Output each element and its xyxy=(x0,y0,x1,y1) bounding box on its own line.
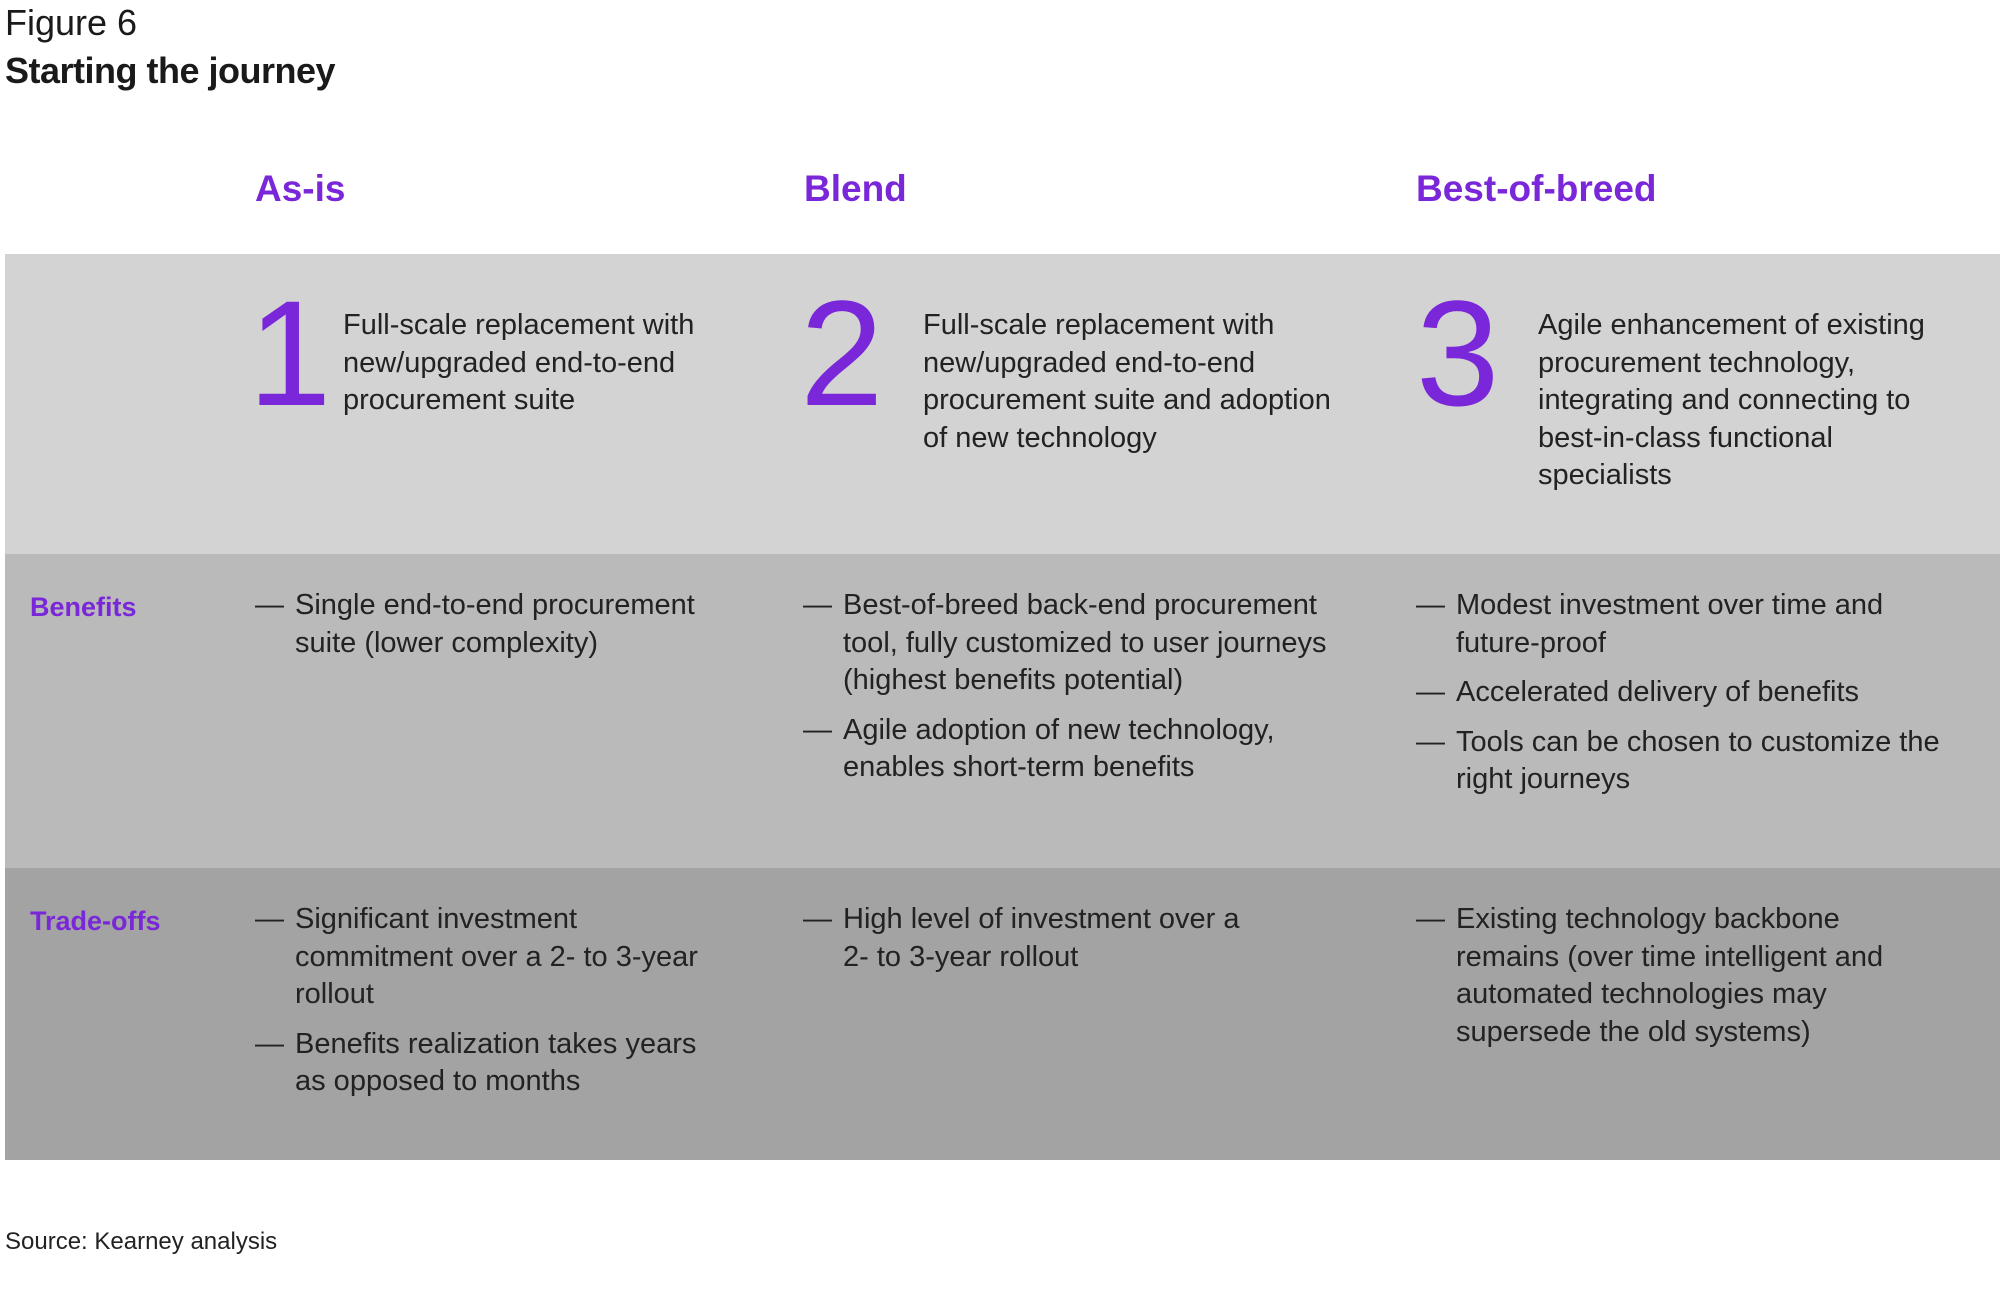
source-note: Source: Kearney analysis xyxy=(5,1228,278,1255)
option-description-2: Full-scale replacement with new/upgraded end-to-end procurement suite and adoption of new technology xyxy=(923,309,1331,454)
column-heading-as-is: As-is xyxy=(255,168,346,209)
dash-marker: — xyxy=(1416,676,1445,708)
list-item-text: Agile adoption of new technology, enables short-term benefits xyxy=(843,713,1275,783)
dash-marker: — xyxy=(803,903,832,935)
list-item-text: Best-of-breed back-end procurement tool, fully customized to user journeys (highest benefits potential) xyxy=(843,589,1327,696)
dash-marker: — xyxy=(1416,725,1445,758)
list-item-text: Significant investment commitment over a 2- to 3-year rollout xyxy=(295,903,698,1010)
list-item-text: Accelerated delivery of benefits xyxy=(1456,676,1859,708)
option-description-3: Agile enhancement of existing procurement technology, integrating and connecting to best-in-class functional specialists xyxy=(1538,309,1925,491)
option-number-1: 1 xyxy=(248,269,332,437)
dash-marker: — xyxy=(803,589,832,621)
benefits-list-blend xyxy=(803,587,1343,799)
list-item xyxy=(1416,674,1956,712)
list-item xyxy=(1416,724,1956,799)
row-label-benefits: Benefits xyxy=(30,592,137,622)
list-item xyxy=(803,712,1343,787)
dash-marker: — xyxy=(803,713,832,746)
dash-marker: — xyxy=(255,903,284,935)
figure-title: Starting the journey xyxy=(5,50,336,91)
list-item xyxy=(1416,587,1956,662)
list-item xyxy=(1416,901,1936,1051)
benefits-list-as-is xyxy=(255,587,725,674)
figure-label: Figure 6 xyxy=(5,2,138,43)
list-item xyxy=(255,587,725,662)
option-description-1: Full-scale replacement with new/upgraded end-to-end procurement suite xyxy=(343,309,695,416)
tradeoffs-list-best-of-breed xyxy=(1416,901,1936,1063)
column-heading-best-of-breed: Best-of-breed xyxy=(1416,168,1657,209)
list-item-text: Single end-to-end procurement suite (lower complexity) xyxy=(295,589,695,659)
dash-marker: — xyxy=(255,589,284,621)
list-item xyxy=(803,587,1343,700)
dash-marker: — xyxy=(255,1027,284,1060)
list-item-text: Existing technology backbone remains (over time intelligent and automated technologies may supersede the old systems) xyxy=(1456,903,1884,1048)
column-heading-blend: Blend xyxy=(804,168,907,209)
list-item xyxy=(255,901,725,1014)
dash-marker: — xyxy=(1416,903,1445,935)
option-number-2: 2 xyxy=(800,269,884,437)
list-item-text: Modest investment over time and future-proof xyxy=(1456,589,1884,659)
list-item-text: High level of investment over a 2- to 3-year rollout xyxy=(843,903,1240,973)
list-item xyxy=(255,1026,725,1101)
option-number-3: 3 xyxy=(1416,269,1500,437)
tradeoffs-list-as-is xyxy=(255,901,725,1113)
row-label-tradeoffs: Trade-offs xyxy=(30,906,161,936)
tradeoffs-list-blend xyxy=(803,901,1253,988)
dash-marker: — xyxy=(1416,589,1445,621)
list-item-text: Benefits realization takes years as opposed to months xyxy=(295,1027,697,1097)
benefits-list-best-of-breed xyxy=(1416,587,1956,811)
list-item xyxy=(803,901,1253,976)
list-item-text: Tools can be chosen to customize the right journeys xyxy=(1456,725,1940,795)
